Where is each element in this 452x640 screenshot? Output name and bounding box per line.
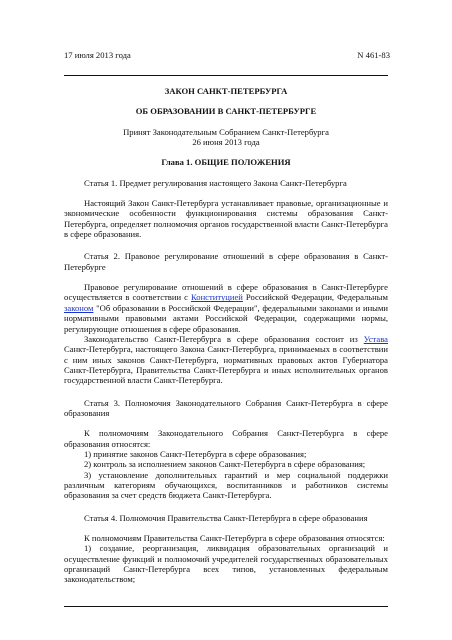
law-title: ЗАКОН САНКТ-ПЕТЕРБУРГА: [164, 86, 288, 96]
chapter-heading: Глава 1. ОБЩИЕ ПОЛОЖЕНИЯ: [161, 157, 291, 168]
adopted-line-1: Принят Законодательным Собранием Санкт-Петербурга: [123, 126, 329, 137]
article-1-text: Настоящий Закон Санкт-Петербурга устанавливает правовые, организационные и экономические особенности функционирования системы образования Санкт-Петербурга, определяет полномочия органов государственной власти Санкт-Петербурга в сфере образования.: [64, 198, 388, 240]
top-divider: [64, 75, 388, 76]
article-2-paragraph-2: Законодательство Санкт-Петербурга в сфере образования состоит из Устава Санкт-Петербурга, настоящего Закона Санкт-Петербурга, принимаемых в соответствии с ним иных законов Санкт-Петербурга, нормативных правовых актов Губернатора Санкт-Петербурга, Правительства Санкт-Петербурга и иных исполнительных органов государственной власти Санкт-Петербурга.: [64, 333, 388, 386]
law-date: 17 июля 2013 года: [64, 50, 131, 60]
article-3-item-1: 1) принятие законов Санкт-Петербурга в сфере образования;: [84, 448, 307, 459]
article-3-intro: К полномочиям Законодательного Собрания Санкт-Петербурга в сфере образования относятся:: [64, 428, 388, 449]
article-4-intro: К полномочиям Правительства Санкт-Петербурга в сфере образования относятся:: [84, 533, 385, 543]
charter-link[interactable]: Устава: [363, 333, 388, 344]
constitution-link[interactable]: Конституцией: [190, 292, 243, 303]
article-3-item-3: 3) установление дополнительных гарантий и мер социальной поддержки различным категориям обучающихся, воспитанников и работников системы образования за счет средств бюджета Санкт-Петербурга.: [64, 469, 388, 501]
article-2-paragraph-1: Правовое регулирование отношений в сфере образования в Санкт-Петербурге осуществляется в соответствии с Конституцией Российской Федерации, Федеральным законом "Об образовании в Российской Федерации", федеральными законами и иными нормативными правовыми актами Российской Федерации, содержащими нормы, регулирующие отношения в сфере образования.: [64, 282, 388, 334]
bottom-divider: [64, 606, 388, 607]
law-name: ОБ ОБРАЗОВАНИИ В САНКТ-ПЕТЕРБУРГЕ: [135, 106, 317, 117]
article-4-item-1: 1) создание, реорганизация, ликвидация образовательных организаций и осуществление функций и полномочий учредителей государственных образовательных организаций Санкт-Петербурга всех типов, установленных федеральным законодательством;: [64, 543, 388, 585]
article-4-heading: Статья 4. Полномочия Правительства Санкт-Петербурга в сфере образования: [84, 512, 368, 523]
law-number: N 461-83: [357, 50, 390, 60]
article-3-item-2: 2) контроль за исполнением законов Санкт-Петербурга в сфере образования;: [84, 459, 366, 470]
article-2-heading: Статья 2. Правовое регулирование отношений в сфере образования в Санкт-Петербурге: [64, 251, 388, 272]
article-3-heading: Статья 3. Полномочия Законодательного Собрания Санкт-Петербурга в сфере образования: [64, 397, 388, 418]
federal-law-link[interactable]: законом: [64, 302, 94, 313]
article-1-heading: Статья 1. Предмет регулирования настоящего Закона Санкт-Петербурга: [84, 177, 347, 188]
adopted-line-2: 26 июня 2013 года: [192, 137, 260, 148]
document-body: [64, 86, 388, 585]
